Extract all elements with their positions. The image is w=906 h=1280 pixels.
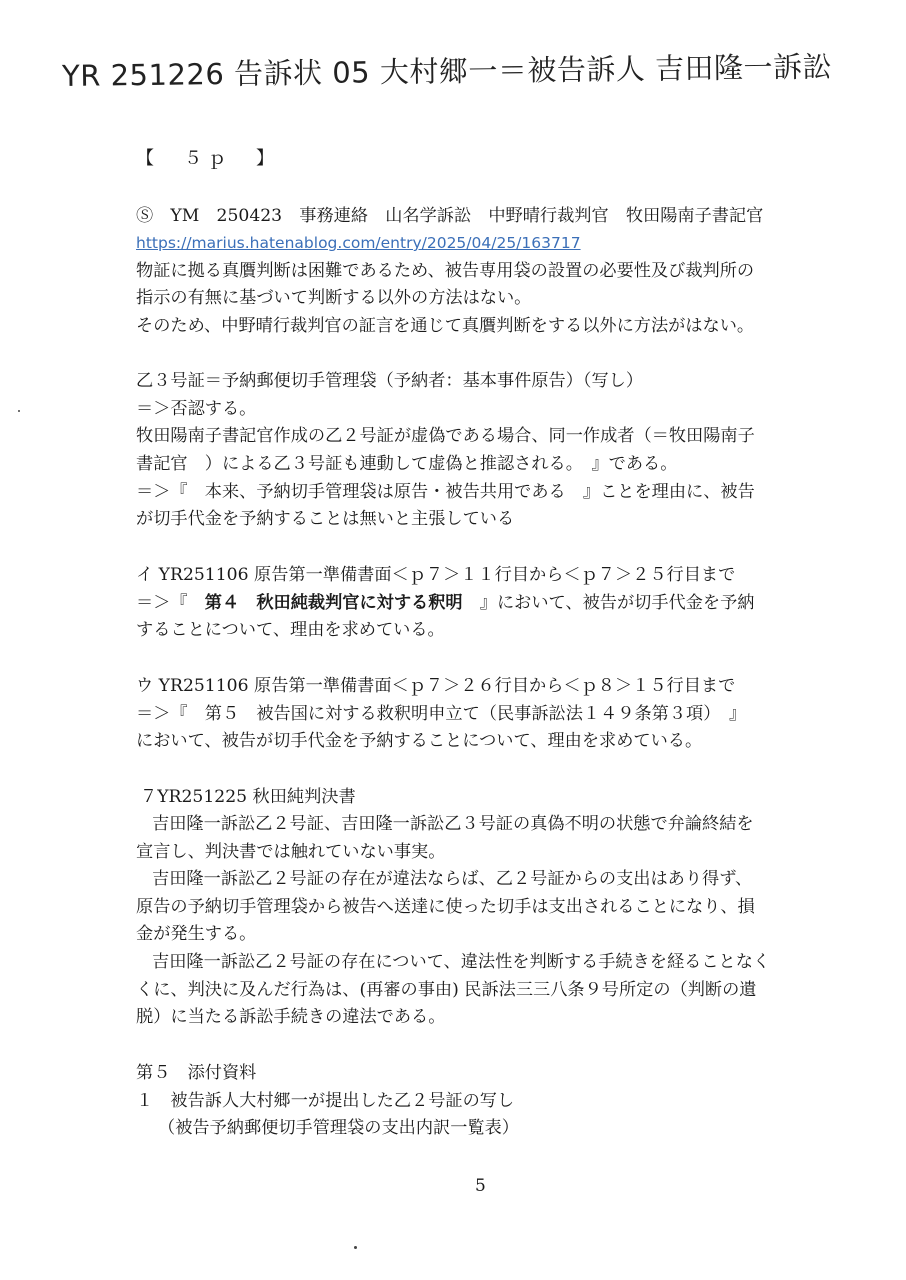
section-7-line-4: 原告の予納切手管理袋から被告へ送達に使った切手は支出されることになり、損 (136, 897, 755, 917)
section-i-line-3: することについて、理由を求めている。 (136, 620, 445, 640)
page-number: 5 (475, 1176, 486, 1196)
reference-link[interactable]: https://marius.hatenablog.com/entry/2025/04/25/163717 (136, 234, 581, 252)
scan-speck (18, 410, 20, 412)
section-7-line-1: 吉田隆一訴訟乙２号証、吉田隆一訴訟乙３号証の真偽不明の状態で弁論終結を (152, 814, 754, 834)
section-u-line-3: において、被告が切手代金を予納することについて、理由を求めている。 (136, 731, 703, 751)
otsu3-line-1: 乙３号証＝予納郵便切手管理袋（予納者：基本事件原告）（写し） (136, 371, 644, 391)
section-7-line-6: 吉田隆一訴訟乙２号証の存在について、違法性を判断する手続きを経ることなく (152, 952, 771, 972)
scan-speck (354, 1246, 357, 1249)
otsu3-line-3: 牧田陽南子書記官作成の乙２号証が虚偽である場合、同一作成者（＝牧田陽南子 (136, 426, 755, 446)
section-7-line-8: 脱）に当たる訴訟手続きの違法である。 (136, 1007, 446, 1027)
section-i-line-2 (136, 590, 836, 616)
section-i-line-2-suffix: 』において、被告が切手代金を予納 (462, 593, 755, 613)
page-marker: 【 ５ｐ 】 (136, 148, 280, 169)
section-u-line-2: ＝＞『 第５ 被告国に対する救釈明申立て（民事訴訟法１４９条第３項） 』 (136, 704, 747, 724)
section-u-line-1: ウ YR251106 原告第一準備書面＜ｐ７＞２６行目から＜ｐ８＞１５行目まで (136, 676, 736, 696)
otsu3-line-6: が切手代金を予納することは無いと主張している (136, 509, 515, 529)
section-s-url-line (136, 230, 836, 256)
attachment-item-1-sub: （被告予納郵便切手管理袋の支出内訳一覧表） (158, 1118, 519, 1138)
section-s-title: Ⓢ YM 250423 事務連絡 山名学訴訟 中野晴行裁判官 牧田陽南子書記官 (136, 206, 764, 226)
otsu3-line-5: ＝＞『 本来、予納切手管理袋は原告・被告共用である 』ことを理由に、被告 (136, 482, 755, 502)
section-i-bold-heading: 第４ 秋田純裁判官に対する釈明 (204, 593, 463, 613)
section-s-line-1: 物証に拠る真贋判断は困難であるため、被告専用袋の設置の必要性及び裁判所の (136, 261, 755, 281)
section-s-line-3: そのため、中野晴行裁判官の証言を通じて真贋判断をする以外に方法がはない。 (136, 316, 755, 336)
otsu3-line-2: ＝＞否認する。 (136, 399, 257, 419)
handwritten-header: YR 251226 告訴状 05 大村郷一＝被告訴人 吉田隆一訴訟 (61, 49, 833, 93)
section-i-line-2-prefix: ＝＞『 (136, 593, 205, 613)
attachment-item-1: １ 被告訴人大村郷一が提出した乙２号証の写し (136, 1091, 515, 1111)
section-7-title: ７YR251225 秋田純判決書 (140, 787, 356, 807)
otsu3-line-4: 書記官 ）による乙３号証も連動して虚偽と推認される。 』である。 (136, 454, 678, 474)
section-s-line-2: 指示の有無に基づいて判断する以外の方法はない。 (136, 288, 532, 308)
section-7-line-5: 金が発生する。 (136, 924, 257, 944)
section-7-line-2: 宣言し、判決書では触れていない事実。 (136, 842, 446, 862)
attachments-title: 第５ 添付資料 (136, 1063, 257, 1083)
section-7-line-7: くに、判決に及んだ行為は、(再審の事由) 民訴法三三八条９号所定の（判断の遺 (136, 980, 757, 1000)
section-7-line-3: 吉田隆一訴訟乙２号証の存在が違法ならば、乙２号証からの支出はあり得ず、 (152, 869, 753, 889)
section-i-line-1: イ YR251106 原告第一準備書面＜ｐ７＞１１行目から＜ｐ７＞２５行目まで (136, 565, 736, 585)
